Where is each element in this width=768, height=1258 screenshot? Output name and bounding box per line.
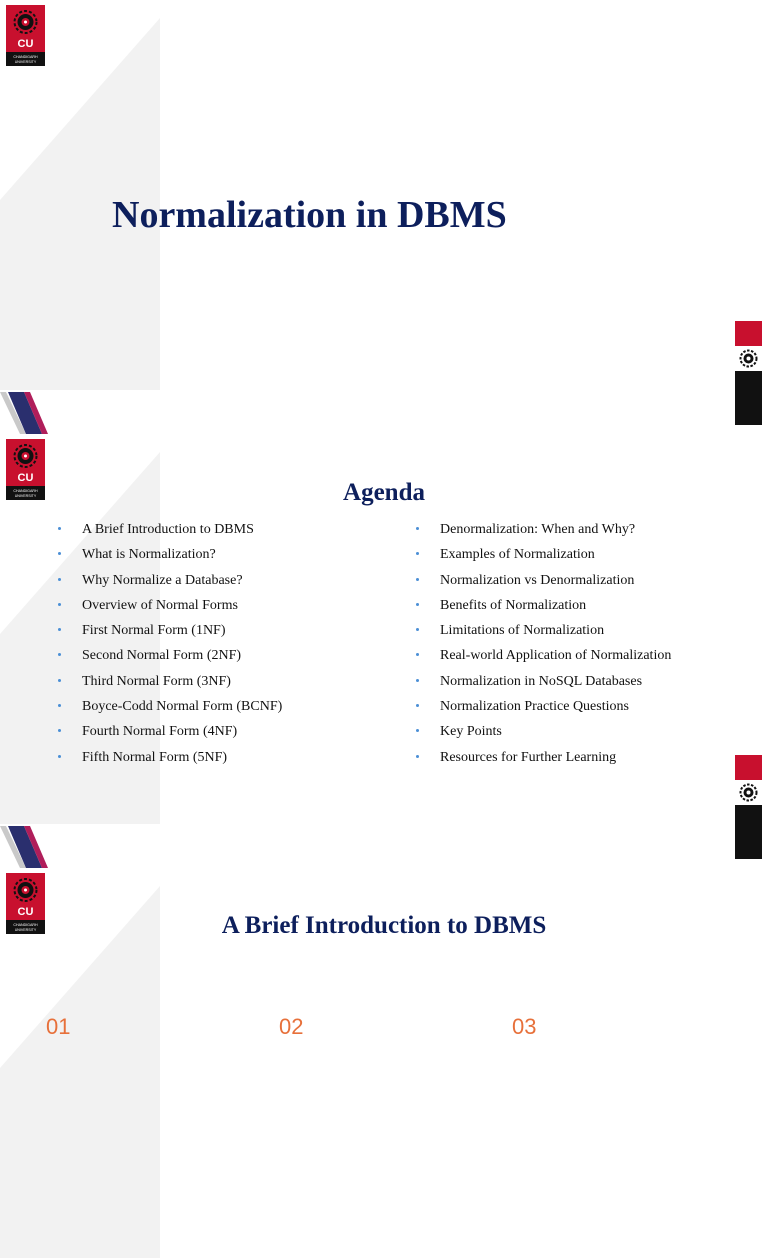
agenda-heading: Agenda <box>343 479 425 506</box>
agenda-item: Fifth Normal Form (5NF) <box>58 748 282 773</box>
bullet-icon <box>58 755 61 758</box>
svg-text:UNIVERSITY: UNIVERSITY <box>14 928 37 932</box>
bullet-icon <box>58 578 61 581</box>
agenda-item: A Brief Introduction to DBMS <box>58 520 282 545</box>
corner-stripes <box>0 392 52 434</box>
agenda-item: Fourth Normal Form (4NF) <box>58 722 282 747</box>
agenda-item: Third Normal Form (3NF) <box>58 672 282 697</box>
section-number: 02 <box>279 1014 304 1039</box>
bullet-icon <box>416 704 419 707</box>
bullet-icon <box>416 755 419 758</box>
bullet-icon <box>58 704 61 707</box>
agenda-list-left <box>58 520 282 773</box>
svg-text:CHANDIGARH: CHANDIGARH <box>13 923 38 927</box>
agenda-item: Normalization vs Denormalization <box>416 571 671 596</box>
bullet-icon <box>416 653 419 656</box>
slide-title <box>0 0 768 434</box>
agenda-item: Normalization Practice Questions <box>416 697 671 722</box>
agenda-item: Boyce-Codd Normal Form (BCNF) <box>58 697 282 722</box>
svg-text:CU: CU <box>17 906 34 918</box>
svg-text:CU: CU <box>17 472 34 484</box>
agenda-item: Real-world Application of Normalization <box>416 646 671 671</box>
bullet-icon <box>58 603 61 606</box>
side-tab-emblem <box>735 755 762 859</box>
bullet-icon <box>416 628 419 631</box>
slide-title-heading: Normalization in DBMS <box>112 194 507 236</box>
svg-text:UNIVERSITY: UNIVERSITY <box>14 60 37 64</box>
svg-text:CU: CU <box>17 38 34 50</box>
agenda-item: Benefits of Normalization <box>416 596 671 621</box>
side-tab-emblem <box>735 321 762 425</box>
agenda-item: Limitations of Normalization <box>416 621 671 646</box>
agenda-item: Key Points <box>416 722 671 747</box>
bullet-icon <box>58 679 61 682</box>
slide-intro-dbms <box>0 868 768 1039</box>
bullet-icon <box>58 729 61 732</box>
bullet-icon <box>58 552 61 555</box>
svg-text:UNIVERSITY: UNIVERSITY <box>14 494 37 498</box>
agenda-item: First Normal Form (1NF) <box>58 621 282 646</box>
bullet-icon <box>416 527 419 530</box>
bullet-icon <box>58 628 61 631</box>
agenda-item: Resources for Further Learning <box>416 748 671 773</box>
agenda-item: Denormalization: When and Why? <box>416 520 671 545</box>
bullet-icon <box>416 603 419 606</box>
cu-logo <box>6 5 45 66</box>
agenda-item: Second Normal Form (2NF) <box>58 646 282 671</box>
svg-text:CHANDIGARH: CHANDIGARH <box>13 55 38 59</box>
bullet-icon <box>416 729 419 732</box>
bullet-icon <box>416 552 419 555</box>
section-number: 01 <box>46 1014 71 1039</box>
agenda-item: Normalization in NoSQL Databases <box>416 672 671 697</box>
agenda-item: Overview of Normal Forms <box>58 596 282 621</box>
agenda-item: Examples of Normalization <box>416 545 671 570</box>
svg-text:CHANDIGARH: CHANDIGARH <box>13 489 38 493</box>
section-number: 03 <box>512 1014 537 1039</box>
bullet-icon <box>416 679 419 682</box>
corner-stripes <box>0 826 52 868</box>
agenda-item: What is Normalization? <box>58 545 282 570</box>
bullet-icon <box>58 527 61 530</box>
bullet-icon <box>416 578 419 581</box>
bullet-icon <box>58 653 61 656</box>
agenda-item: Why Normalize a Database? <box>58 571 282 596</box>
slide-agenda <box>0 434 768 868</box>
agenda-list-right <box>416 520 671 773</box>
intro-heading: A Brief Introduction to DBMS <box>221 912 547 939</box>
